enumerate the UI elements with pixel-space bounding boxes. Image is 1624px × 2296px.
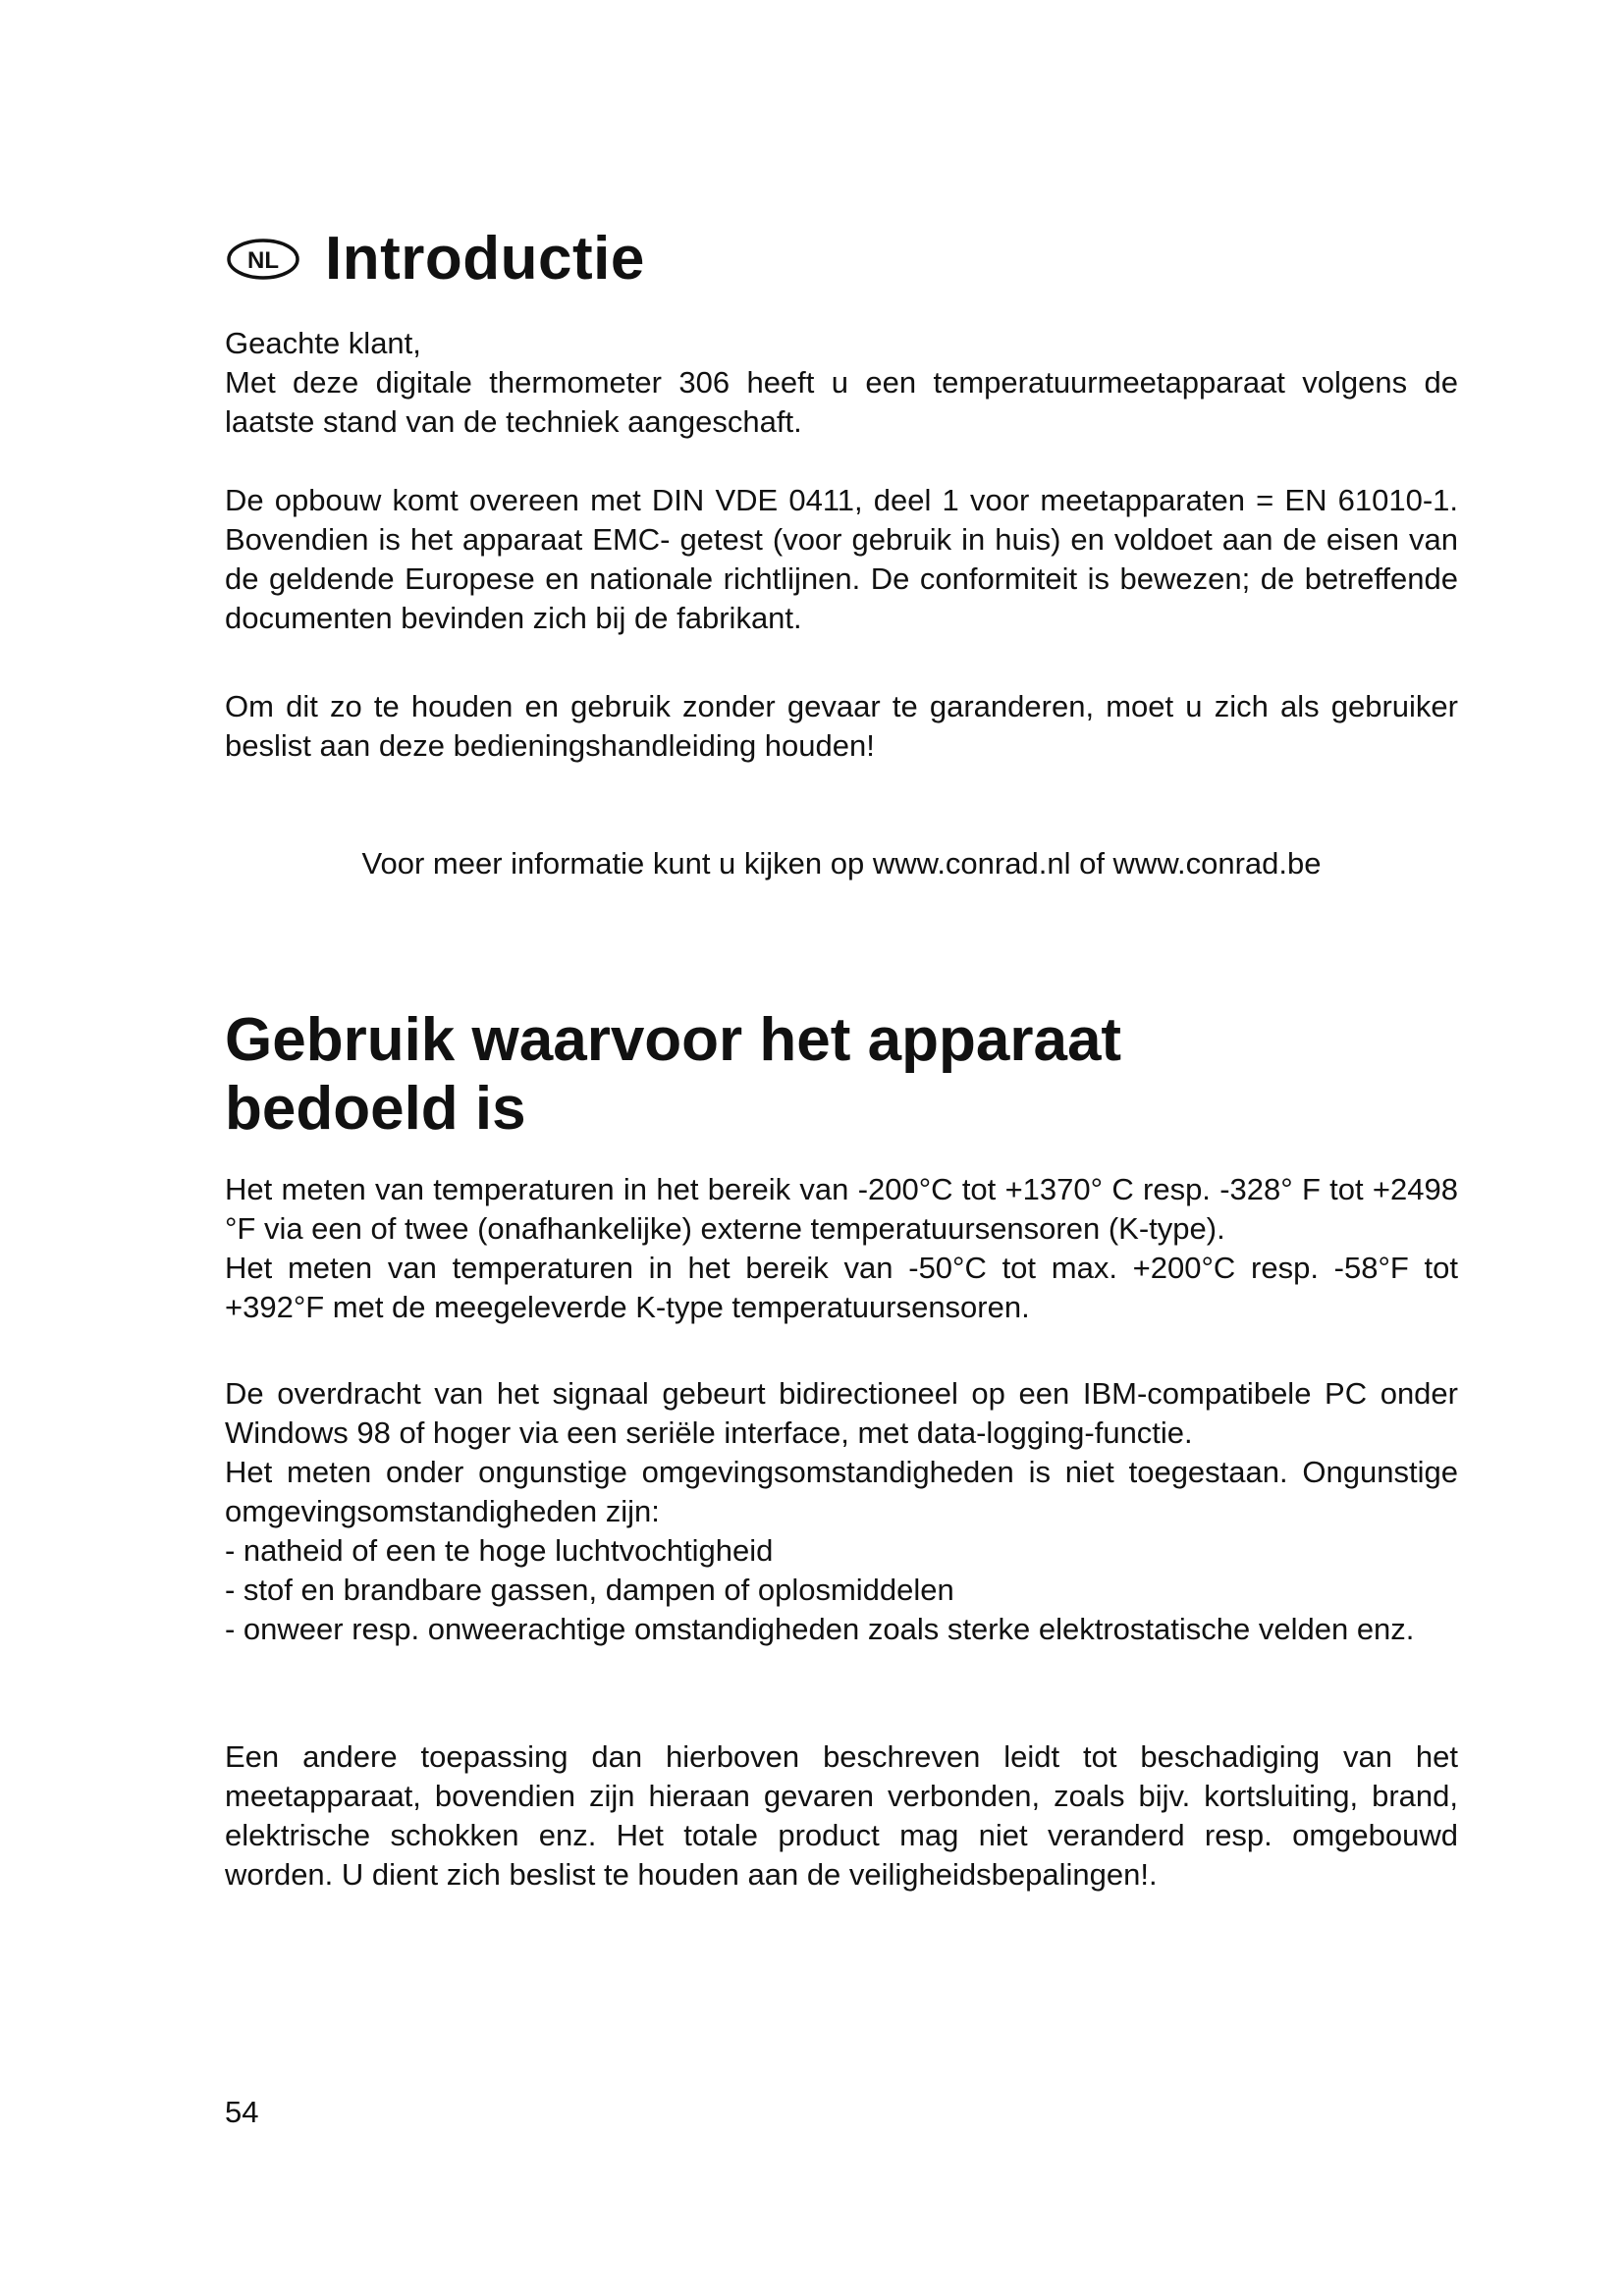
more-info-line: Voor meer informatie kunt u kijken op www.conrad.nl of www.conrad.be (361, 846, 1322, 881)
intro-paragraph-3-block (225, 687, 1458, 766)
salutation: Geachte klant, (225, 326, 421, 360)
introduction-title: Introductie (325, 225, 645, 293)
intro-paragraph-2: De opbouw komt overeen met DIN VDE 0411, deel 1 voor meetapparaten = EN 61010-1. Bovendien is het apparaat EMC- getest (voor gebruik in huis) en voldoet aan de eisen van de geldende Europese en nationale richtlijnen. De conformiteit is bewezen; de betreffende documenten bevinden zich bij de fabrikant. (225, 483, 1458, 635)
intended-use-title (225, 1006, 1458, 1144)
usage-paragraph-4: Het meten onder ongunstige omgevingsomstandigheden is niet toegestaan. Ongunstige omgevingsomstandigheden zijn: (225, 1455, 1458, 1528)
usage-interface-block (225, 1374, 1458, 1649)
intended-use-title-line-1: Gebruik waarvoor het apparaat (225, 1006, 1122, 1074)
introduction-heading (225, 222, 645, 296)
language-badge-icon (225, 237, 301, 282)
usage-paragraph-1: Het meten van temperaturen in het bereik van -200°C tot +1370° C resp. -328° F tot +2498 °F via een of twee (onafhankelijke) externe temperatuursensoren (K-type). (225, 1172, 1458, 1246)
intro-paragraph-2-block (225, 481, 1458, 638)
usage-paragraph-3: De overdracht van het signaal gebeurt bidirectioneel op een IBM-compatibele PC onder Windows 98 of hoger via een seriële interface, met data-logging-functie. (225, 1376, 1458, 1450)
intro-paragraph-1: Met deze digitale thermometer 306 heeft u een temperatuurmeetapparaat volgens de laatste stand van de techniek aangeschaft. (225, 365, 1458, 439)
intended-use-title-line-2: bedoeld is (225, 1075, 526, 1143)
intro-paragraph-3: Om dit zo te houden en gebruik zonder gevaar te garanderen, moet u zich als gebruiker beslist aan deze bedieningshandleiding houden! (225, 689, 1458, 763)
usage-warning-block (225, 1737, 1458, 1895)
usage-range-block (225, 1170, 1458, 1327)
usage-paragraph-2: Het meten van temperaturen in het bereik van -50°C tot max. +200°C resp. -58°F tot +392°F met de meegeleverde K-type temperatuursensoren. (225, 1251, 1458, 1324)
condition-item: - stof en brandbare gassen, dampen of oplosmiddelen (225, 1573, 954, 1607)
introduction-greeting-block (225, 324, 1458, 442)
document-page (225, 0, 1458, 2296)
condition-item: - natheid of een te hoge luchtvochtigheid (225, 1533, 774, 1568)
language-badge-label: NL (247, 247, 279, 274)
usage-paragraph-5: Een andere toepassing dan hierboven beschreven leidt tot beschadiging van het meetapparaat, bovendien zijn hieraan gevaren verbonden, zoals bijv. kortsluiting, brand, elektrische schokken enz. Het totale product mag niet veranderd resp. omgebouwd worden. U dient zich beslist te houden aan de veiligheidsbepalingen!. (225, 1739, 1458, 1892)
condition-item: - onweer resp. onweerachtige omstandigheden zoals sterke elektrostatische velden enz. (225, 1612, 1415, 1646)
page-number: 54 (225, 2095, 259, 2129)
